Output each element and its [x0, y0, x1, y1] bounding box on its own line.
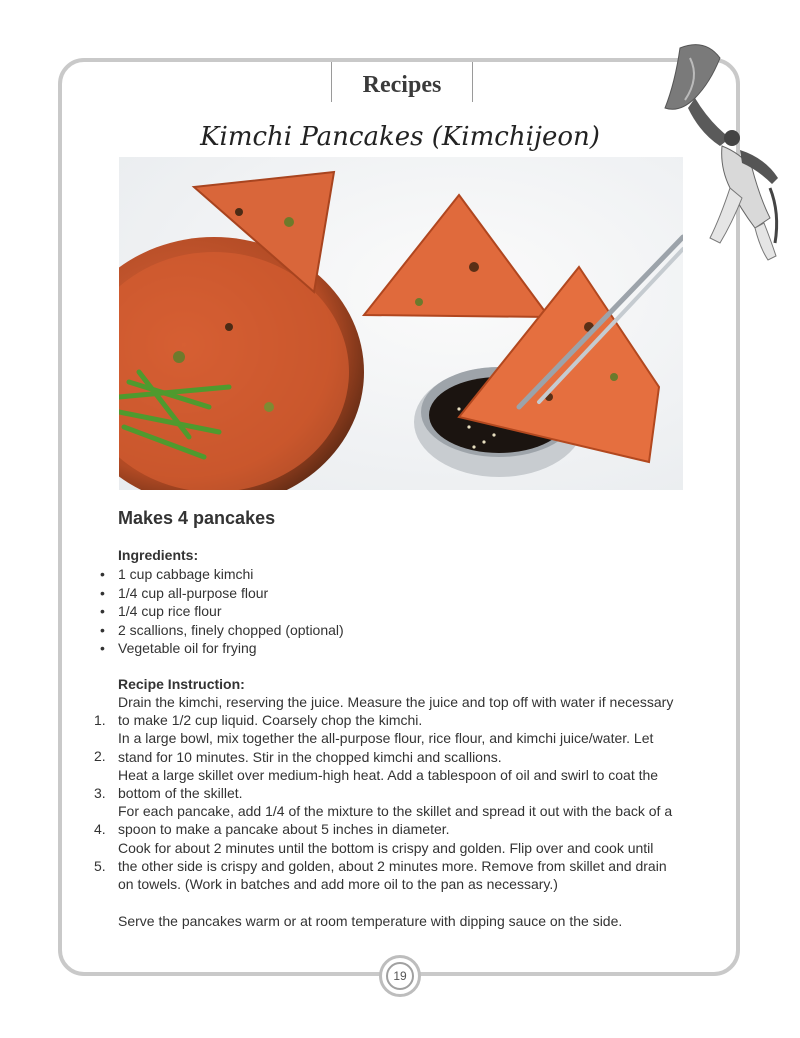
- step-number: 4.: [94, 821, 106, 838]
- step-line: In a large bowl, mix together the all-purpose flour, rice flour, and kimchi juice/water. Let: [118, 730, 654, 747]
- recipe-title: Kimchi Pancakes (Kimchijeon): [200, 122, 600, 152]
- step-number: 2.: [94, 748, 106, 765]
- instruction-step: [94, 802, 704, 838]
- step-line: Heat a large skillet over medium-high heat. Add a tablespoon of oil and swirl to coat the: [118, 766, 659, 783]
- ingredient-text: 1/4 cup rice flour: [118, 603, 222, 619]
- list-item: [100, 639, 344, 658]
- section-title: Recipes: [362, 72, 442, 98]
- ingredient-text: 2 scallions, finely chopped (optional): [118, 621, 344, 638]
- ingredients-heading: Ingredients:: [118, 547, 199, 563]
- step-line: the other side is crispy and golden, about 2 minutes more. Remove from skillet and drain: [118, 857, 667, 874]
- step-number: 1.: [94, 712, 106, 728]
- list-item: [100, 565, 344, 584]
- instruction-step: [94, 839, 704, 894]
- ingredient-text: 1/4 cup all-purpose flour: [118, 584, 269, 601]
- list-item: [100, 584, 344, 603]
- step-line: to make 1/2 cup liquid. Coarsely chop the kimchi.: [118, 712, 423, 729]
- step-line: spoon to make a pancake about 5 inches in diameter.: [118, 821, 450, 838]
- section-header: [331, 62, 473, 102]
- instructions-heading: Recipe Instruction:: [118, 676, 245, 692]
- bullet-icon: •: [100, 621, 105, 638]
- instruction-step: [94, 693, 704, 729]
- step-number: 5.: [94, 857, 106, 874]
- bullet-icon: •: [100, 584, 105, 601]
- step-line: stand for 10 minutes. Stir in the chopped kimchi and scallions.: [118, 748, 502, 765]
- step-line: For each pancake, add 1/4 of the mixture to the skillet and spread it out with the back of a: [118, 803, 673, 820]
- servings-heading: Makes 4 pancakes: [118, 508, 276, 528]
- bullet-icon: •: [100, 566, 105, 582]
- step-line: Cook for about 2 minutes until the bottom is crispy and golden. Flip over and cook until: [118, 839, 654, 856]
- step-line: on towels. (Work in batches and add more oil to the pan as necessary.): [118, 876, 558, 893]
- bullet-icon: •: [100, 640, 105, 656]
- instruction-step: [94, 766, 704, 802]
- instruction-steps: [94, 693, 704, 893]
- page-number-badge: [379, 955, 421, 997]
- instruction-step: [94, 729, 704, 765]
- kimchi-pancake-photo: [119, 157, 683, 490]
- step-number: 3.: [94, 784, 106, 801]
- bullet-icon: •: [100, 603, 105, 619]
- step-line: bottom of the skillet.: [118, 785, 243, 802]
- serving-note: Serve the pancakes warm or at room temperature with dipping sauce on the side.: [118, 913, 623, 929]
- ingredients-list: [100, 565, 344, 658]
- page-number: 19: [386, 962, 414, 990]
- ingredient-text: 1 cup cabbage kimchi: [118, 566, 254, 582]
- list-item: [100, 621, 344, 640]
- list-item: [100, 602, 344, 621]
- step-line: Drain the kimchi, reserving the juice. Measure the juice and top off with water if necessary: [118, 694, 674, 710]
- ingredient-text: Vegetable oil for frying: [118, 640, 257, 656]
